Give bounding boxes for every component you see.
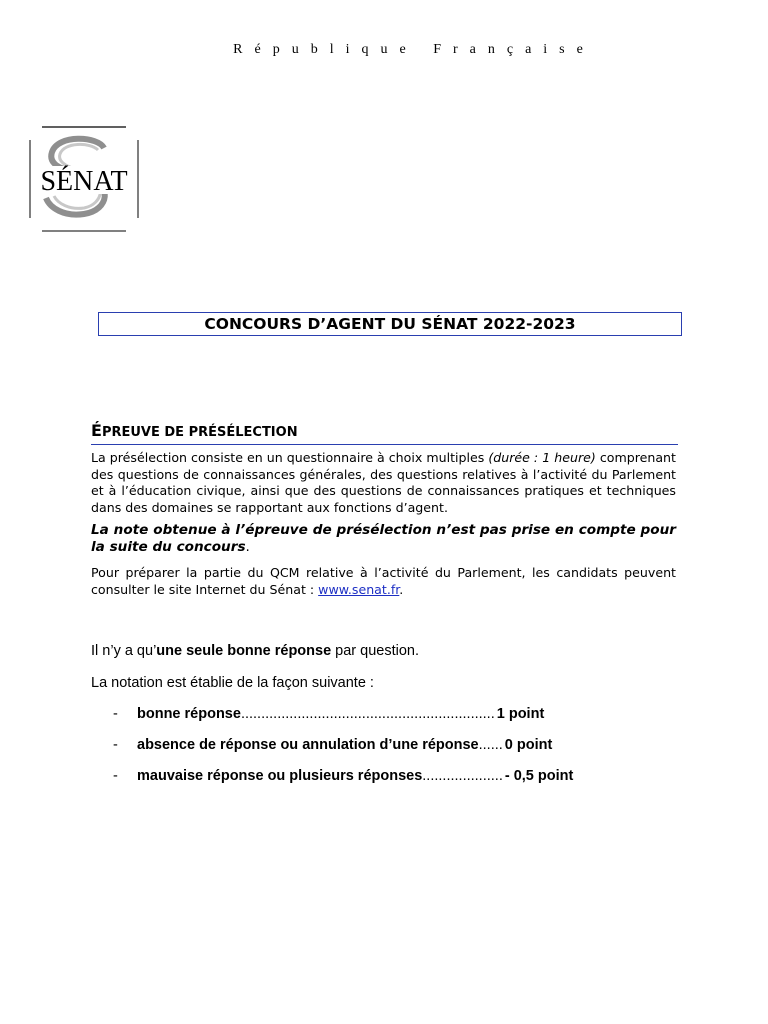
text: La présélection consiste en un questionnaire à choix multiples — [91, 450, 489, 465]
senat-logo-text: SÉNAT — [40, 166, 128, 197]
text: comprenant des questions de connaissances générales, des questions relatives à l’activité du Parlement et à l’éducation civique, ainsi que des questions de connaissances pratiques et techniques dans des domaines se rapportant aux fonctions d’agent. — [91, 450, 676, 515]
leader-dots: ...... — [478, 737, 503, 753]
scoring-item-no-answer — [113, 737, 552, 753]
scoring-value: - 0,5 point — [504, 768, 574, 784]
scoring-intro: La notation est établie de la façon suivante : — [91, 675, 374, 691]
leader-dots: .................... — [422, 768, 503, 784]
duration-note: (durée : 1 heure) — [488, 450, 596, 465]
scoring-label: bonne réponse — [137, 706, 241, 722]
senat-logo — [28, 126, 140, 232]
senat-website-link[interactable]: www.senat.fr — [318, 581, 400, 597]
leader-dots: ............................................................... — [240, 706, 495, 722]
single-answer-rule — [91, 643, 419, 659]
section-heading — [91, 421, 678, 445]
scoring-label: mauvaise réponse ou plusieurs réponses — [137, 768, 423, 784]
text: . — [399, 581, 404, 597]
list-dash: - — [113, 768, 118, 784]
page-title: CONCOURS D’AGENT DU SÉNAT 2022-2023 — [98, 312, 682, 336]
text: La note obtenue à l’épreuve de présélection n’est pas prise en compte pour la suite du concours — [91, 522, 676, 555]
scoring-item-wrong — [113, 768, 573, 784]
text: par question. — [331, 643, 420, 659]
scoring-value: 0 point — [504, 737, 553, 753]
scoring-value: 1 point — [496, 706, 545, 722]
section-heading-initial: É — [91, 421, 102, 440]
paragraph-description — [91, 450, 676, 516]
header-republique-francaise: République Française — [233, 42, 595, 57]
scoring-item-correct — [113, 706, 544, 722]
emphasis: une seule bonne réponse — [156, 643, 332, 659]
list-dash: - — [113, 737, 118, 753]
paragraph-note — [91, 522, 676, 556]
scoring-label: absence de réponse ou annulation d’une réponse — [137, 737, 479, 753]
list-dash: - — [113, 706, 118, 722]
paragraph-preparation — [91, 565, 676, 598]
section-heading-rest: PREUVE DE PRÉSÉLECTION — [101, 425, 298, 440]
text: Il n’y a qu’ — [91, 643, 157, 659]
text: . — [245, 539, 250, 555]
text: Pour préparer la partie du QCM relative à l’activité du Parlement, les candidats peuvent consulter le site Internet du Sénat : — [91, 565, 676, 597]
